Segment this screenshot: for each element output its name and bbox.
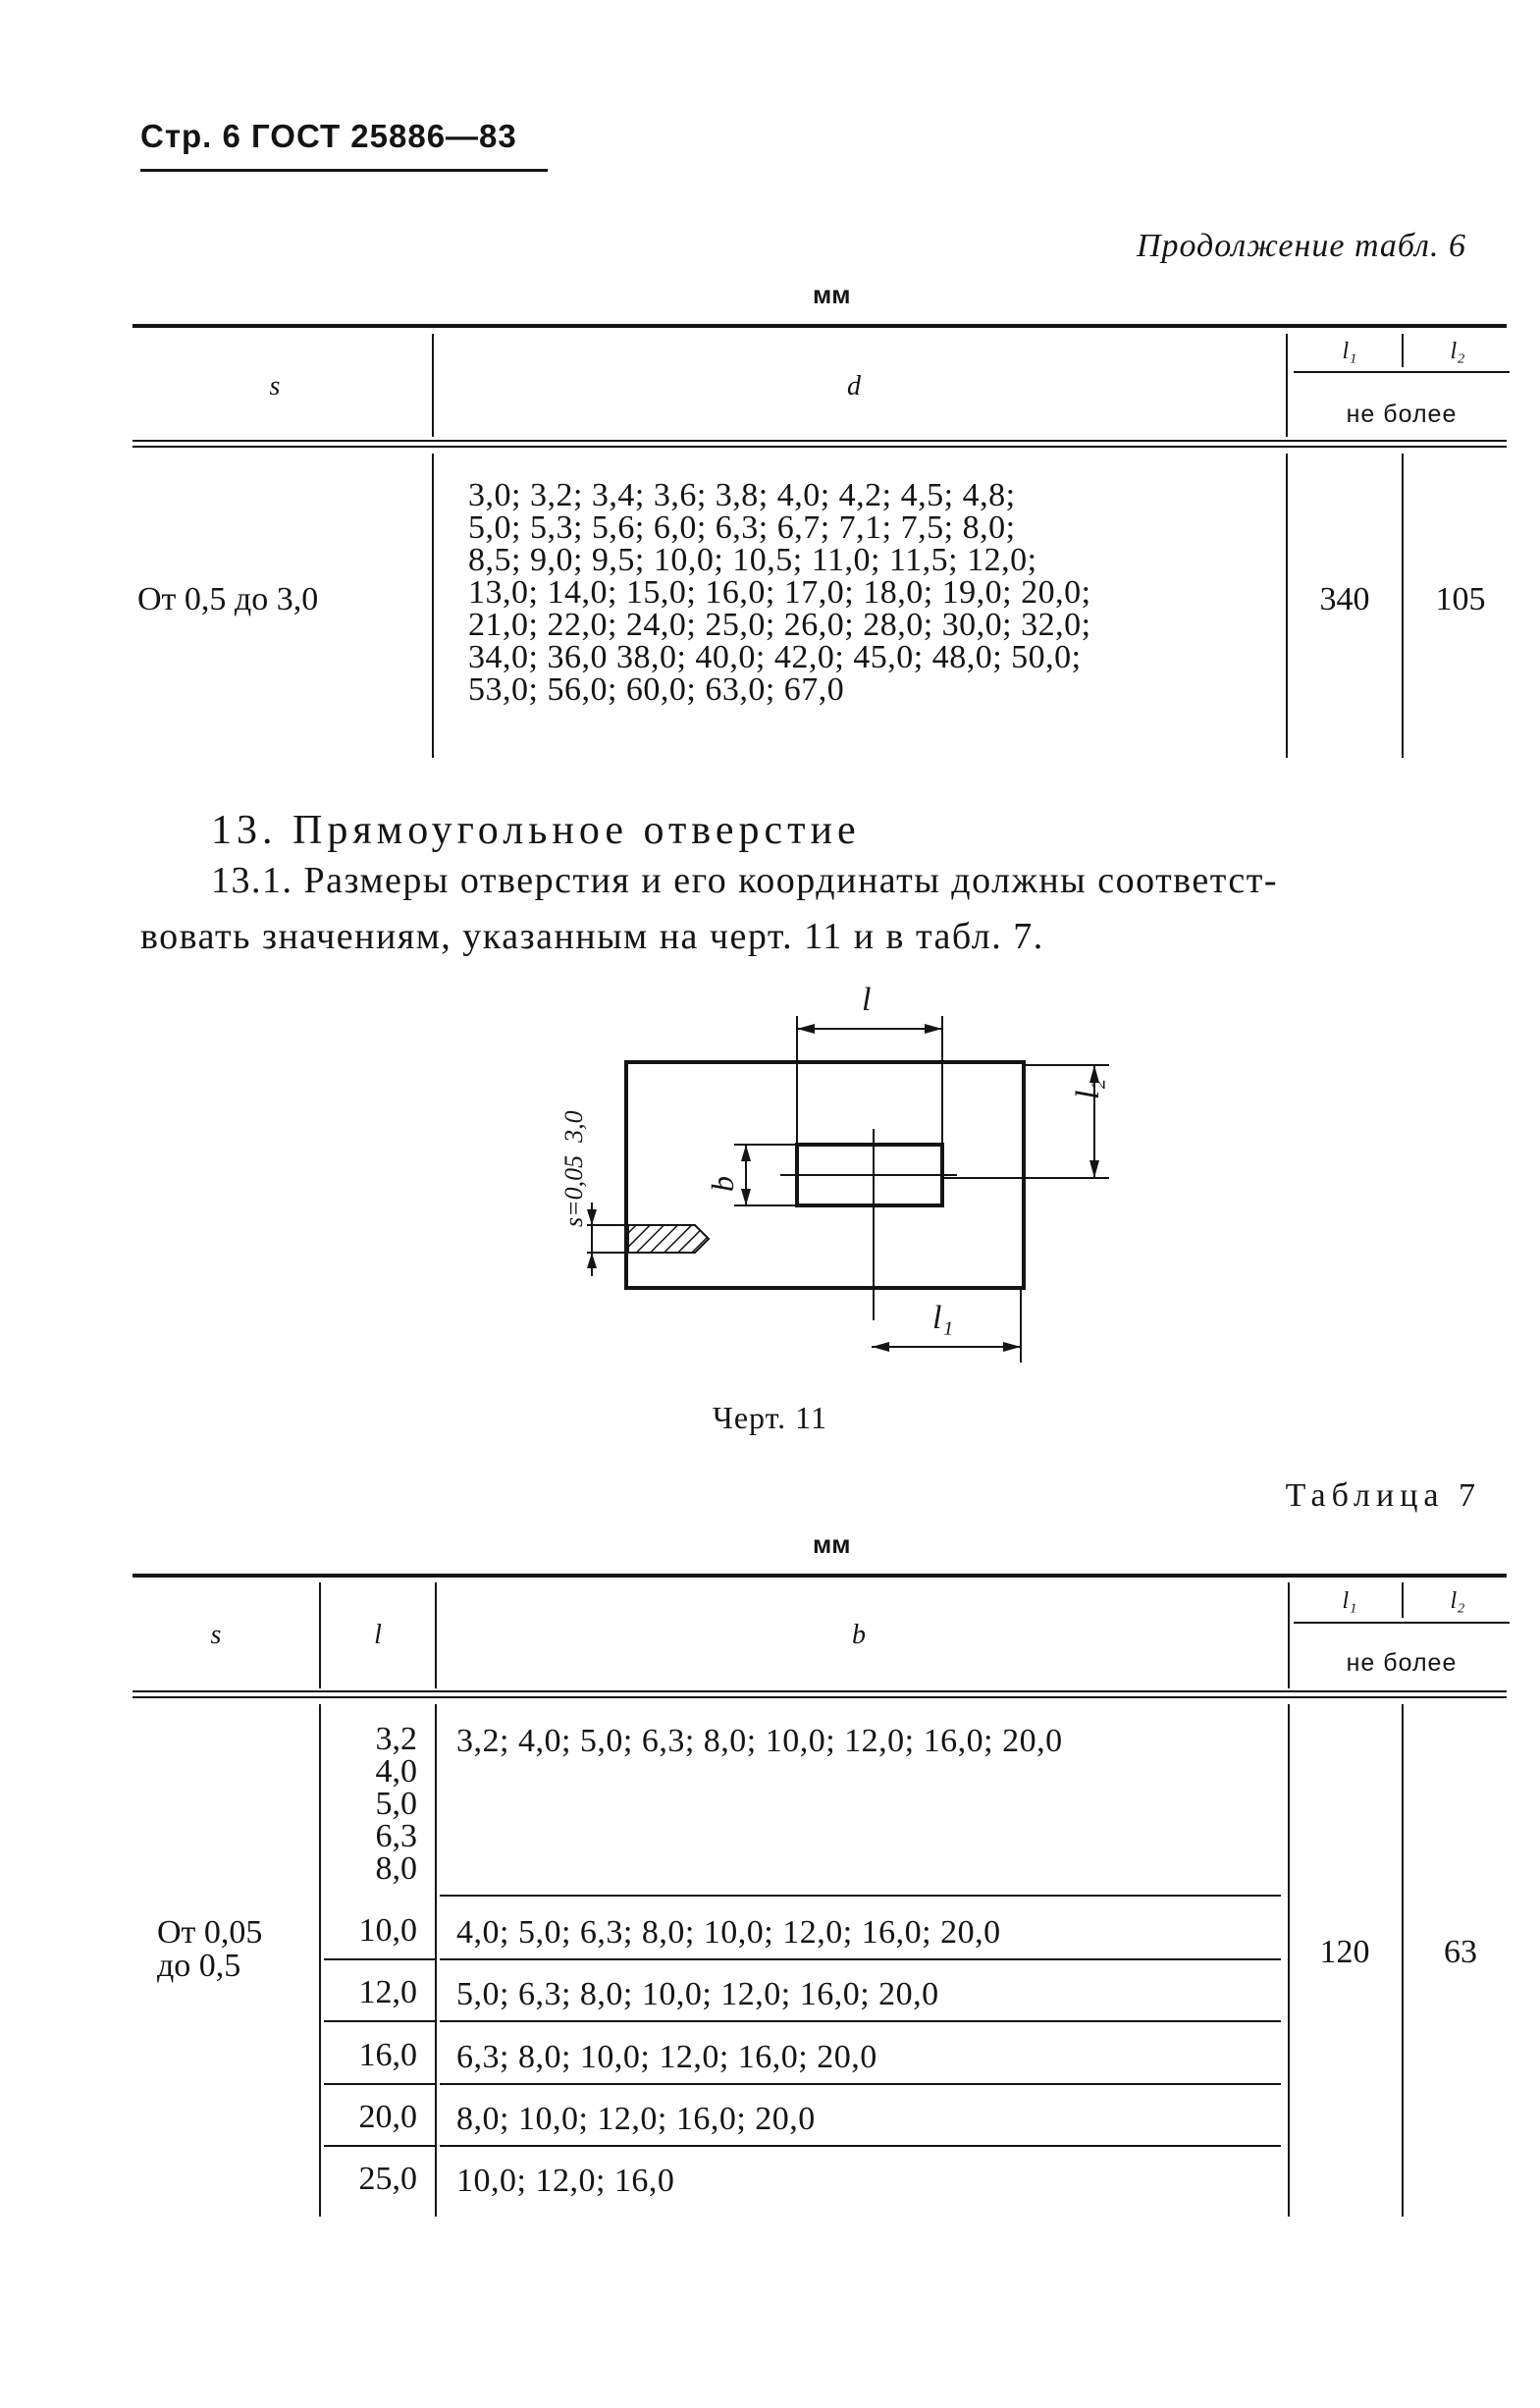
table7-l-rule-4 xyxy=(324,2145,435,2147)
table7-l-row: 12,0 xyxy=(358,1974,417,2010)
table7-b-row: 6,3; 8,0; 10,0; 12,0; 16,0; 20,0 xyxy=(456,2039,877,2075)
table6-header-l1: l₁ xyxy=(1342,339,1357,364)
dim-l1-arrow-right xyxy=(1003,1342,1021,1352)
table7-b-rule-3 xyxy=(440,2020,1281,2022)
l-value: 3,2 xyxy=(375,1721,417,1757)
dim-l1-arrow-left xyxy=(872,1342,889,1352)
d-line: 34,0; 36,0 38,0; 40,0; 42,0; 45,0; 48,0; 50,0; xyxy=(468,639,1082,675)
table7-cell-s-line2: до 0,5 xyxy=(157,1948,241,1984)
table7-header-l1: l₁ xyxy=(1342,1588,1357,1614)
table7-vline-l-b-header xyxy=(435,1582,437,1688)
d-line: 13,0; 14,0; 15,0; 16,0; 17,0; 18,0; 19,0; 20,0; xyxy=(468,574,1091,611)
table7-vline-b-l1-body xyxy=(1288,1704,1290,2217)
table6-cell-l1: 340 xyxy=(1319,581,1370,617)
table6-header-d: d xyxy=(847,371,861,401)
drawing-label-l2: l₂ xyxy=(1070,1078,1106,1099)
table7-l-rule-3 xyxy=(324,2083,435,2085)
d-line: 8,5; 9,0; 9,5; 10,0; 10,5; 11,0; 11,5; 12,0; xyxy=(468,542,1037,578)
table7-l-rule-2 xyxy=(324,2020,435,2022)
l-value: 4,0 xyxy=(375,1753,417,1790)
table7-header-l: l xyxy=(374,1620,382,1650)
page-header: Стр. 6 ГОСТ 25886—83 xyxy=(140,118,517,154)
dim-b-arrow-top xyxy=(741,1145,751,1161)
dim-s-arrow-bottom xyxy=(587,1253,597,1268)
dim-l-arrow-left xyxy=(797,1024,815,1034)
thickness-section xyxy=(628,1225,709,1253)
drawing-label-l1: l₁ xyxy=(932,1300,954,1336)
table7-b-row: 4,0; 5,0; 6,3; 8,0; 10,0; 12,0; 16,0; 20,0 xyxy=(456,1914,1001,1951)
table7-vline-s-l-header xyxy=(319,1582,321,1688)
d-line: 53,0; 56,0; 60,0; 63,0; 67,0 xyxy=(468,671,845,708)
table6-cell-s: От 0,5 до 3,0 xyxy=(137,581,319,617)
drawing-caption: Черт. 11 xyxy=(713,1400,827,1435)
l-value: 8,0 xyxy=(375,1850,417,1887)
table7-header-b: b xyxy=(852,1620,866,1650)
table7-cell-s-line1: От 0,05 xyxy=(157,1914,263,1951)
table7-cell-l1: 120 xyxy=(1319,1934,1370,1970)
table6-cell-l2: 105 xyxy=(1435,581,1486,617)
d-line: 3,0; 3,2; 3,4; 3,6; 3,8; 4,0; 4,2; 4,5; 4,8; xyxy=(468,477,1016,513)
section-paragraph-line1: 13.1. Размеры отверстия и его координаты должны соответст- xyxy=(211,860,1278,901)
table7-cell-l2: 63 xyxy=(1444,1934,1477,1970)
table7-vline-l-b-body xyxy=(435,1704,437,2217)
table7-top-rule xyxy=(133,1574,1507,1578)
table7-b-rule-4 xyxy=(440,2083,1281,2085)
table7-header-max: не более xyxy=(1346,1649,1458,1677)
table7-unit: мм xyxy=(813,1529,851,1559)
drawing-label-b: b xyxy=(705,1176,740,1192)
table7-l-rule-1 xyxy=(324,1958,435,1960)
table6-continuation-label: Продолжение табл. 6 xyxy=(1136,228,1466,264)
section-paragraph-line2: вовать значениям, указанным на черт. 11 и в табл. 7. xyxy=(140,916,1044,957)
drawing-label-l: l xyxy=(862,982,872,1018)
table7-b-rule-1 xyxy=(440,1895,1281,1897)
l-value: 6,3 xyxy=(375,1818,417,1854)
table7-l-row: 10,0 xyxy=(358,1912,417,1949)
d-line: 5,0; 5,3; 5,6; 6,0; 6,3; 6,7; 7,1; 7,5; 8,0; xyxy=(468,509,1016,546)
table7-b-rule-5 xyxy=(440,2145,1281,2147)
table6-header-max: не более xyxy=(1346,401,1458,428)
section-title: 13. Прямоугольное отверстие xyxy=(211,808,861,853)
table7-header-s: s xyxy=(210,1620,222,1650)
dim-b-arrow-bottom xyxy=(741,1189,751,1205)
table6-unit: мм xyxy=(813,280,851,309)
table7-vline-l1-l2-header xyxy=(1402,1582,1404,1618)
table7-header-l2: l₂ xyxy=(1450,1588,1465,1614)
table7-b-row: 8,0; 10,0; 12,0; 16,0; 20,0 xyxy=(456,2101,816,2137)
table7-header-rule-b xyxy=(133,1696,1507,1698)
table7-l-row: 25,0 xyxy=(358,2161,417,2197)
dim-l-arrow-right xyxy=(925,1024,942,1034)
table7-b-row: 10,0; 12,0; 16,0 xyxy=(456,2163,675,2199)
table7-vline-b-l1-header xyxy=(1288,1582,1290,1688)
d-line: 21,0; 22,0; 24,0; 25,0; 26,0; 28,0; 30,0; 32,0; xyxy=(468,607,1091,643)
l-value: 5,0 xyxy=(375,1786,417,1822)
table6-header-s: s xyxy=(269,371,281,401)
drawing-label-s: s=0,05 3,0 xyxy=(559,1110,588,1227)
table6-header-l2: l₂ xyxy=(1450,339,1465,364)
table7-b-rule-2 xyxy=(440,1958,1281,1960)
table7-l-row: 20,0 xyxy=(358,2099,417,2135)
table7-b-first: 3,2; 4,0; 5,0; 6,3; 8,0; 10,0; 12,0; 16,0; 20,0 xyxy=(456,1723,1063,1759)
table7-b-row: 5,0; 6,3; 8,0; 10,0; 12,0; 16,0; 20,0 xyxy=(456,1976,939,2012)
table7-l-row: 16,0 xyxy=(358,2037,417,2073)
table7-title: Таблица 7 xyxy=(1285,1477,1481,1514)
table7-vline-l1-l2-body xyxy=(1402,1704,1404,2217)
table7-header-rule-a xyxy=(133,1690,1507,1692)
table7-l-first-block xyxy=(319,1723,417,1885)
dim-l2-arrow-bottom xyxy=(1089,1160,1099,1178)
table7-header-subrule xyxy=(1294,1622,1510,1624)
